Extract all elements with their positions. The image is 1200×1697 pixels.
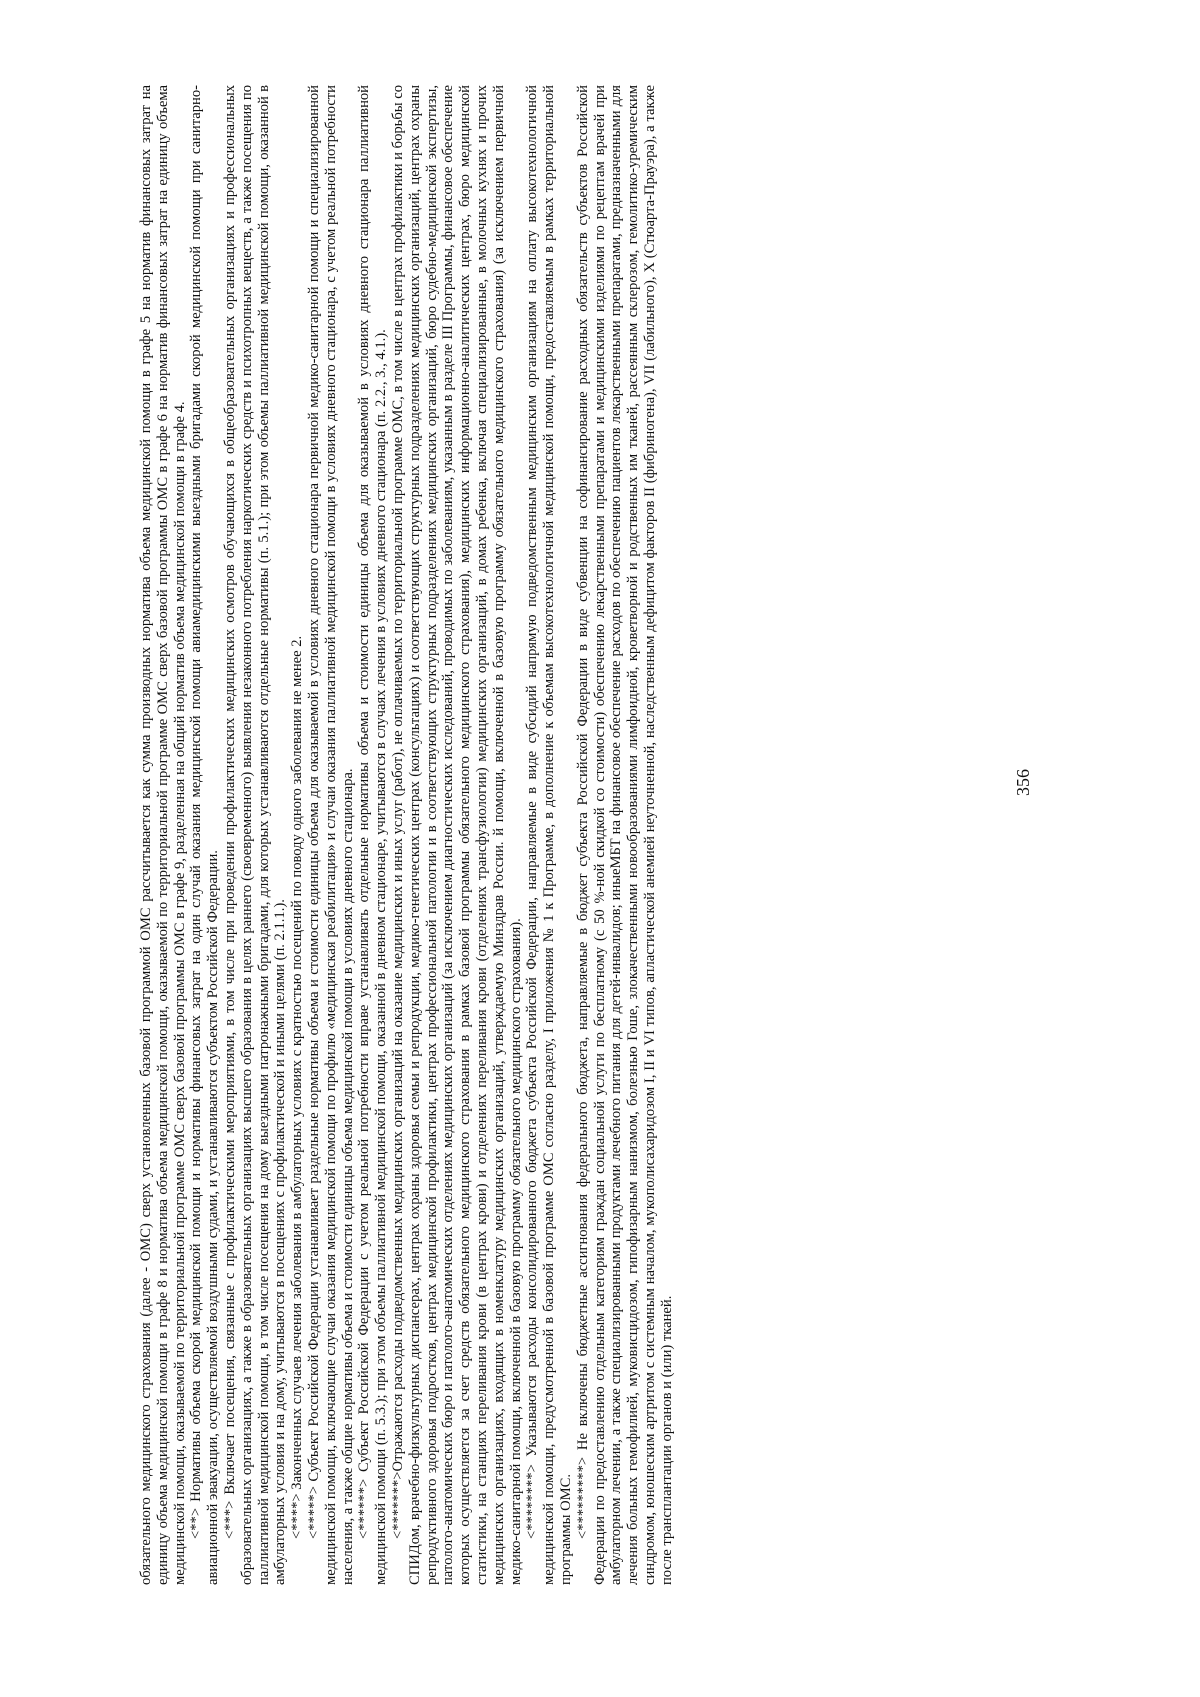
footnote-paragraph: обязательного медицинского страхования (далее - ОМС) сверх установленных базовой программой ОМС рассчитывается как сумма производных норматива объема медицинской помощи в графе 5 на норматив финансовых затрат на единицу объема медицинской помощи в графе 8 и норматива объема медицинской помощи, оказываемой по территориальной программе ОМС сверх базовой программы ОМС в графе 6 на норматив финансовых затрат на единицу объема медицинской помощи, оказываемой по территориальной программе ОМС сверх базовой программы ОМС в графе 9, разделенная на общий норматив объема медицинской помощи в графе 4. <box>138 85 188 1585</box>
footnote-paragraph: <*********> Не включены бюджетные ассигнования федерального бюджета, направляемые в бюджет субъекта Российской Федерации в виде субвенции на софинансирование расходных обязательств субъектов Российской Федерации по предоставлению отдельным категориям граждан социальной услуги по бесплатному (с 50 %-ной скидкой со стоимости) обеспечению лекарственными препаратами и медицинскими изделиями по рецептам врачей при амбулаторном лечении, а также специализированными продуктами лечебного питания для детей-инвалидов; иныеМБТ на финансовое обеспечение расходов по обеспечению пациентов лекарственными препаратами, предназначенными для лечения больных гемофилией, муковисцидозом, гипофизарным нанизмом, болезнью Гоше, злокачественными новообразованиями лимфоидной, кроветворной и родственных им тканей, рассеянным склерозом, гемолитико-уремическим синдромом, юношеским артритом с системным началом, мукополисахаридозом I, II и VI типов, апластической анемией неуточненной, наследственным дефицитом факторов II (фибриногена), VII (лабильного), X (Стюарта-Прауэра), а также после трансплантации органов и (или) тканей. <box>574 85 675 1585</box>
footnote-paragraph: <*******>Отражаются расходы подведомственных медицинских организаций на оказание медицинских и иных услуг (работ), не оплачиваемых по территориальной программе ОМС, в том числе в центрах профилактики и борьбы со СПИДом, врачебно-физкультурных диспансерах, центрах охраны здоровья семьи и репродукции, медико-генетических центрах (консультациях) и соответствующих структурных подразделениях медицинских организаций, центрах охраны репродуктивного здоровья подростков, центрах медицинской профилактики, центрах профессиональной патологии и в соответствующих структурных подразделениях медицинских организаций, бюро судебно-медицинской экспертизы, патолого-анатомических бюро и патолого-анатомических отделениях медицинских организаций (за исключением диагностических исследований, проводимых по заболеваниям, указанным в разделе III Программы, финансовое обеспечение которых осуществляется за счет средств обязательного медицинского страхования в рамках базовой программы обязательного медицинского страхования), медицинских информационно-аналитических центрах, бюро медицинской статистики, на станциях переливания крови (в центрах крови) и отделениях переливания крови (отделениях трансфузиологии) медицинских организаций, в домах ребенка, включая специализированные, в молочных кухнях и прочих медицинских организациях, входящих в номенклатуру медицинских организаций, утверждаемую Минздрав России. й помощи, включенной в базовую программу обязательного медицинского страхования) (за исключением первичной медико-санитарной помощи, включенной в базовую программу обязательного медицинского страхования). <box>389 85 524 1585</box>
footnote-paragraph: <***> Включает посещения, связанные с профилактическими мероприятиями, в том числе при проведении профилактических медицинских осмотров обучающихся в общеобразовательных организациях и профессиональных образовательных организациях, а также в образовательных организациях высшего образования в целях раннего (своевременного) выявления незаконного потребления наркотических средств и психотропных веществ, а также посещения по паллиативной медицинской помощи, в том числе посещения на дому выездными патронажными бригадами, для которых устанавливаются отдельные нормативы (п. 5.1.); при этом объемы паллиативной медицинской помощи, оказанной в амбулаторных условия и на дому, учитываются в посещениях с профилактической и иными целями (п. 2.1.1.). <box>221 85 289 1585</box>
footnote-paragraph: <****> Законченных случаев лечения заболевания в амбулаторных условиях с кратностью посещений по поводу одного заболевания не менее 2. <box>289 635 306 1539</box>
footnote-paragraph: <******> Субъект Российской Федерации с учетом реальной потребности вправе устанавливать отдельные нормативы объема и стоимости единицы объема для оказываемой в условиях дневного стационара паллиативной медицинской помощи (п. 5.3.); при этом объемы паллиативной медицинской помощи, оказанной в дневном стационаре, учитываются в случаях лечения в условиях дневного стационара (п. 2.2., 3., 4.1.). <box>356 85 390 1585</box>
footnotes-block <box>138 85 938 1585</box>
footnote-paragraph: <*****> Субъект Российской Федерации устанавливает раздельные нормативы объема и стоимости единицы объема для оказываемой в условиях дневного стационара первичной медико-санитарной помощи и специализированной медицинской помощи, включающие случаи оказания медицинской помощи по профилю «медицинская реабилитация» и случаи оказания паллиативной медицинской помощи в условиях дневного стационара, с учетом реальной потребности населения, а также общие нормативы объема и стоимости единицы объема медицинской помощи в условиях дневного стационара. <box>305 85 356 1585</box>
page-number: 356 <box>1013 769 1033 796</box>
footnote-paragraph: <**> Нормативы объема скорой медицинской помощи и нормативы финансовых затрат на один случай оказания медицинской помощи авиамедицинскими выездными бригадами скорой медицинской помощи при санитарно-авиационной эвакуации, осуществляемой воздушными судами, и устанавливаются субъектом Российской Федерации. <box>188 85 222 1585</box>
footnote-paragraph: <********> Указываются расходы консолидированного бюджета субъекта Российской Федерации, направляемые в виде субсидий напрямую подведомственным медицинским организациям на оплату высокотехнологичной медицинской помощи, предусмотренной в базовой программе ОМС согласно разделу, I приложения № 1 к Программе, в дополнение к объемам высокотехнологичной медицинской помощи, предоставляемым в рамках территориальной программы ОМС. <box>524 85 574 1585</box>
